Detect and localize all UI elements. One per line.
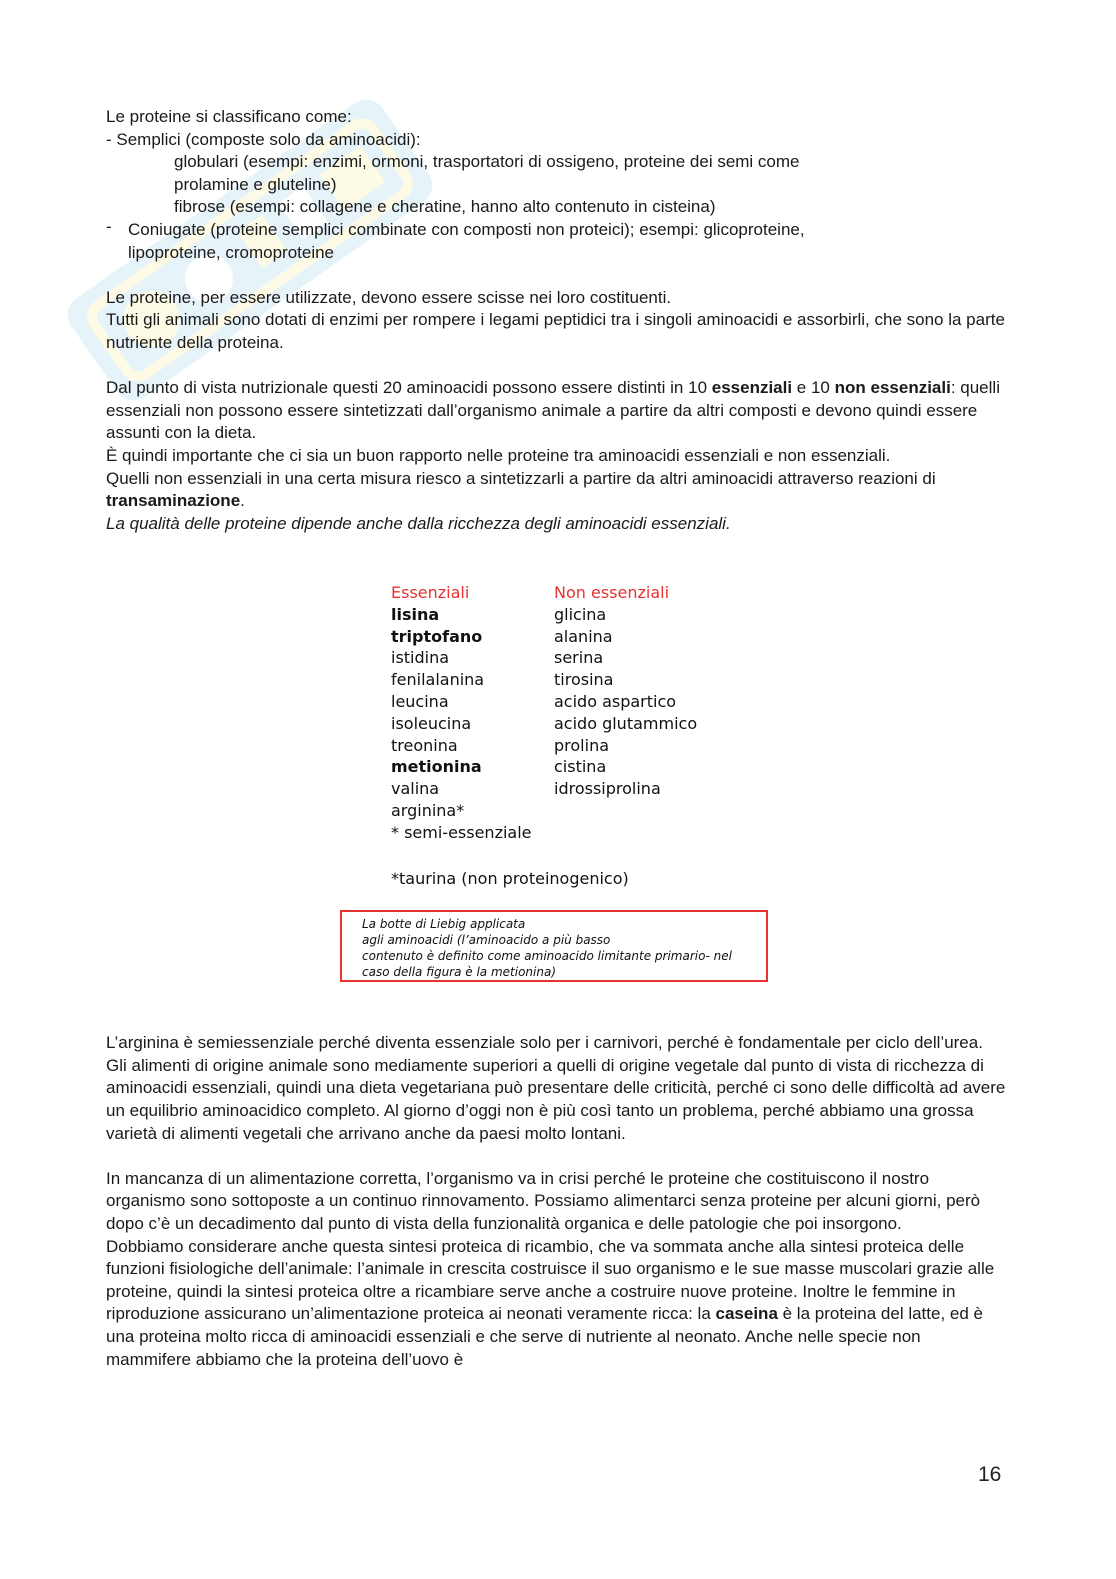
conjugated-proteins-item (106, 216, 1006, 264)
conjugated-line-1: Coniugate (proteine semplici combinate con composti non proteici); esempi: glicoproteine, (128, 219, 805, 239)
essential-item: isoleucina (391, 713, 472, 733)
essential-item: arginina* (391, 800, 465, 820)
essential-term: essenziali (711, 378, 793, 398)
nonessential-item: glicina (554, 604, 607, 624)
essential-column (391, 582, 532, 844)
arginina-paragraph: L’arginina è semiessenziale perché diventa essenziale solo per i carnivori, perché è fondamentale per ciclo dell’urea. (106, 1033, 983, 1053)
nutrition-text-e: : quelli essenziali non possono essere sintetizzati dall’organismo animale a partire da altri composti e devono quindi essere assunti con la dieta. (106, 378, 1000, 443)
essential-item: leucina (391, 691, 449, 711)
nutrition-text-a: Dal punto di vista nutrizionale questi 20 aminoacidi possono essere distinti in 10 (106, 378, 712, 398)
essential-item: metionina (391, 757, 482, 777)
nonessential-column (554, 582, 697, 800)
conjugated-line-2: lipoproteine, cromoproteine (128, 242, 335, 262)
essential-header: Essenziali (391, 583, 470, 602)
nonessential-item: serina (554, 648, 604, 668)
amino-acid-figure (340, 582, 780, 992)
liebig-caption-box (340, 910, 768, 982)
nonessential-item: prolina (554, 735, 610, 755)
essential-item: triptofano (391, 626, 483, 646)
nonessential-header: Non essenziali (554, 583, 670, 602)
essential-item: fenilalanina (391, 670, 485, 690)
nutrition-text-c: e 10 (792, 378, 835, 398)
page-number: 16 (978, 1463, 1002, 1486)
caption-line: caso della figura è la metionina) (362, 965, 557, 979)
crisis-paragraph: In mancanza di un alimentazione corretta, l’organismo va in crisi perché le proteine che costituiscono il nostro organismo sono sottoposte a un continuo rinnovamento. Possiamo alimentarci senza proteine per alcuni giorni, però dopo c’è un decadimento dal punto di vista della funzionalità organica e delle patologie che poi insorgono. (106, 1168, 981, 1234)
essential-item: lisina (391, 604, 440, 624)
nonessential-item: cistina (554, 757, 607, 777)
nonessential-item: idrossiprolina (554, 779, 661, 799)
transamination-text-c: . (240, 491, 245, 511)
animal-foods-paragraph: Gli alimenti di origine animale sono mediamente superiori a quelli di origine vegetale dal punto di vista di ricchezza di aminoacidi essenziali, quindi una dieta vegetariana può presentare delle criticità, perché ci sono delle difficoltà ad avere un equilibrio aminoacidico completo. Al giorno d’oggi non è più così tanto un problema, perché abbiamo una grossa varietà di alimenti vegetali che arrivano anche da paesi molto lontani. (106, 1055, 1006, 1143)
transamination-term: transaminazione (106, 491, 241, 511)
globular-line-1: globulari (esempi: enzimi, ormoni, trasportatori di ossigeno, proteine dei semi come (174, 152, 800, 172)
transamination-text-a: Quelli non essenziali in una certa misura riesco a sintetizzarli a partire da altri aminoacidi attraverso reazioni di (106, 468, 936, 488)
synthesis-paragraph (106, 1236, 1006, 1372)
nutrition-paragraph (106, 377, 1006, 445)
nonessential-term: non essenziali (834, 378, 951, 398)
caption-line: La botte di Liebig applicata (362, 917, 526, 931)
semi-essential-note: * semi-essenziale (391, 822, 532, 842)
nonessential-item: acido aspartico (554, 691, 677, 711)
usage-paragraph-2: Tutti gli animali sono dotati di enzimi per rompere i legami peptidici tra i singoli aminoacidi e assorbirli, che sono la parte nutriente della proteina. (106, 310, 1005, 352)
ratio-paragraph: È quindi importante che ci sia un buon rapporto nelle proteine tra aminoacidi essenziali e non essenziali. (106, 445, 891, 465)
nonessential-item: alanina (554, 626, 613, 646)
list-dash: - (106, 216, 112, 236)
globular-line-2: prolamine e gluteline) (174, 174, 337, 194)
essential-item: istidina (391, 648, 450, 668)
usage-paragraph-1: Le proteine, per essere utilizzate, devono essere scisse nei loro costituenti. (106, 287, 672, 307)
synthesis-text-a: Dobbiamo considerare anche questa sintesi proteica di ricambio, che va sommata anche alla sintesi proteica delle funzioni fisiologiche dell’animale: l’animale in crescita costruisce il suo organismo e le sue masse muscolari grazie alle proteine, quindi la sintesi proteica oltre a ricambiare serve anche a costruire nuove proteine. Inoltre le femmine in riproduzione assicurano un’alimentazione proteica ai neonati veramente ricca: la (106, 1236, 995, 1324)
essential-item: valina (391, 779, 440, 799)
nonessential-item: tirosina (554, 670, 614, 690)
synthesis-text-c: è la proteina del latte, ed è una proteina molto ricca di aminoacidi essenziali e che serve di nutriente al neonato. Anche nelle specie non mammifere abbiamo che la proteina dell’uovo è (106, 1304, 983, 1369)
caption-line: contenuto è definito come aminoacido limitante primario- nel (362, 949, 732, 963)
simple-proteins-item: - Semplici (composte solo da aminoacidi): (106, 129, 421, 149)
nonessential-item: acido glutammico (554, 713, 698, 733)
quality-paragraph: La qualità delle proteine dipende anche dalla ricchezza degli aminoacidi essenziali. (106, 513, 731, 533)
fibrous-line: fibrose (esempi: collagene e cheratine, hanno alto contenuto in cisteina) (174, 197, 716, 217)
taurina-note: *taurina (non proteinogenico) (391, 869, 629, 888)
essential-item: treonina (391, 735, 458, 755)
casein-term: caseina (715, 1304, 778, 1324)
caption-line: agli aminoacidi (l’aminoacido a più basso (362, 933, 611, 947)
transamination-paragraph (106, 468, 1006, 513)
classification-intro: Le proteine si classificano come: (106, 107, 352, 126)
